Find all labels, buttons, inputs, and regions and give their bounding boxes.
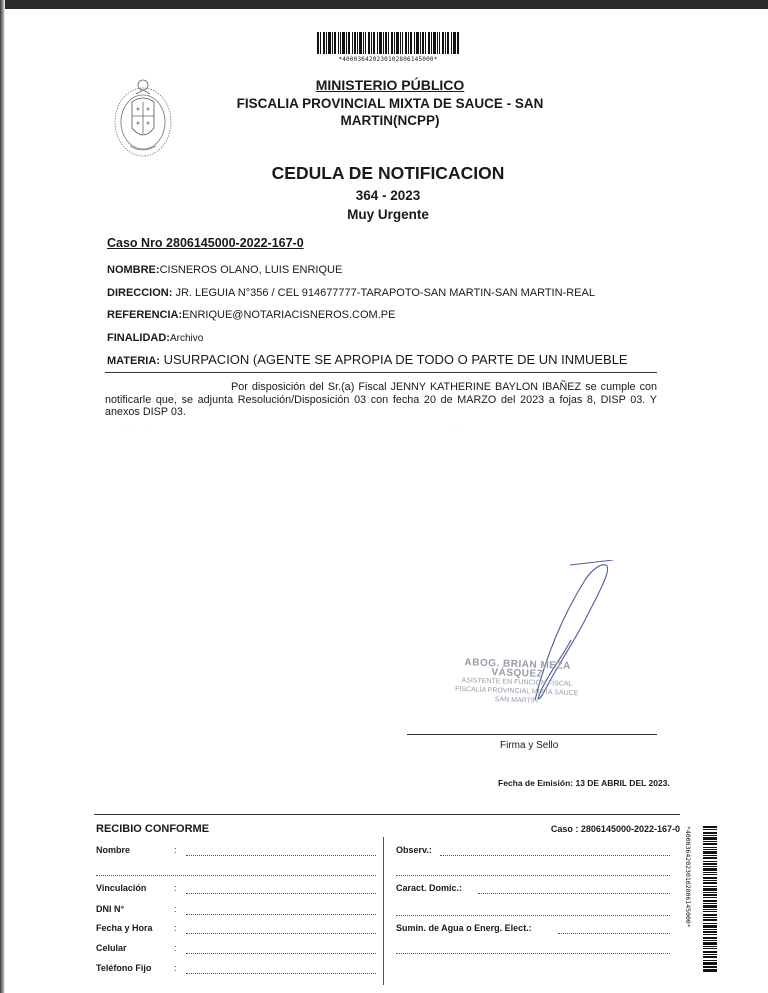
official-stamp — [441, 657, 592, 707]
stamp-line-3: FISCALÍA PROVINCIAL MIXTA SAUCE — [454, 685, 579, 698]
receipt-field-caract-domic — [396, 883, 462, 893]
barcode-top-code: *400036420230102806145000* — [338, 56, 438, 63]
receipt-field-label: Teléfono Fijo — [96, 963, 152, 973]
receipt-field-suministro — [396, 923, 532, 933]
header — [210, 77, 570, 129]
receipt-field-label: Vinculación — [96, 883, 147, 893]
scan-edge-top — [0, 0, 768, 9]
receipt-field-telefono-fijo-input[interactable] — [186, 973, 376, 974]
receipt-field-label: Fecha y Hora — [96, 923, 153, 933]
urgency-label: Muy Urgente — [347, 207, 429, 222]
receipt-field-dni-input[interactable] — [186, 914, 376, 915]
field-finalidad — [107, 332, 203, 344]
receipt-section — [94, 814, 680, 985]
receipt-field-celular — [96, 943, 127, 953]
receipt-field-vinculacion-input[interactable] — [186, 893, 376, 894]
stamp-line-4: SAN MARTÍN — [494, 696, 538, 705]
receipt-field-telefono-fijo — [96, 963, 151, 973]
receipt-field-label: Caract. Domic.: — [396, 883, 463, 893]
receipt-field-observ-input[interactable] — [440, 855, 670, 856]
notice-text: Por disposición del Sr.(a) Fiscal JENNY KATHERINE BAYLON IBAÑEZ se cumple con notificarle que, se adjunta Resolución/Disposición 03 con fecha 20 de MARZO del 2023 a fojas 8, DISP 03. Y anexos DISP 03. — [105, 381, 657, 418]
field-finalidad-value: Archivo — [169, 333, 204, 344]
receipt-field-colon: : — [174, 943, 177, 953]
barcode-side-code: *400036420230102806145000* — [684, 826, 692, 928]
field-direccion-label: DIRECCION: — [107, 287, 173, 299]
receipt-field-dni — [96, 904, 124, 914]
document-title-block — [228, 162, 548, 224]
receipt-field-suministro-input[interactable] — [558, 933, 670, 934]
fiscalia-title: FISCALIA PROVINCIAL MIXTA DE SAUCE - SAN MARTIN(NCPP) — [236, 96, 544, 128]
signature-line — [407, 734, 657, 735]
receipt-field-fecha-hora-input[interactable] — [186, 933, 376, 934]
receipt-field-label: Sumin. de Agua o Energ. Elect.: — [396, 923, 532, 933]
receipt-field-colon: : — [174, 845, 177, 855]
stamp-line-2: ASISTENTE EN FUNCIÓN FISCAL — [461, 677, 573, 688]
receipt-field-observ-input-2[interactable] — [396, 875, 670, 876]
receipt-column-divider — [383, 837, 384, 985]
receipt-field-observ — [396, 845, 432, 855]
field-direccion-value: JR. LEGUIA N°356 / CEL 914677777-TARAPOTO-SAN MARTIN-SAN MARTIN-REAL — [175, 287, 595, 299]
receipt-field-colon: : — [174, 883, 177, 893]
receipt-field-label: DNI N° — [96, 904, 125, 914]
receipt-field-celular-input[interactable] — [186, 953, 376, 954]
receipt-field-label: Observ.: — [396, 845, 432, 855]
field-referencia-value: ENRIQUE@NOTARIACISNEROS.COM.PE — [182, 309, 396, 321]
receipt-field-colon: : — [174, 963, 177, 973]
field-referencia — [107, 309, 395, 321]
ministerio-title: MINISTERIO PÚBLICO — [315, 77, 465, 93]
receipt-field-caract-domic-input[interactable] — [478, 893, 670, 894]
stamp-name: ABOG. BRIAN MEZA VÁSQUEZ — [464, 657, 571, 680]
receipt-field-vinculacion — [96, 883, 146, 893]
receipt-field-nombre-input-2[interactable] — [96, 875, 376, 876]
field-referencia-label: REFERENCIA: — [107, 309, 183, 321]
field-direccion — [107, 287, 595, 299]
signature-label: Firma y Sello — [500, 740, 559, 751]
document-number: 364 - 2023 — [355, 188, 421, 203]
issue-date: Fecha de Emisión: 13 DE ABRIL DEL 2023. — [498, 778, 670, 788]
receipt-field-caract-domic-input-2[interactable] — [396, 915, 670, 916]
receipt-field-suministro-input-2[interactable] — [396, 953, 670, 954]
barcode-side-icon — [703, 826, 717, 972]
receipt-field-colon: : — [174, 904, 177, 914]
receipt-field-nombre-input[interactable] — [186, 855, 376, 856]
scan-edge-left — [0, 0, 5, 993]
field-materia-value: USURPACION (AGENTE SE APROPIA DE TODO O PARTE DE UN INMUEBLE — [163, 352, 628, 367]
materia-divider — [105, 372, 657, 373]
notice-paragraph — [105, 381, 657, 419]
scan-specks: · · — [450, 428, 468, 434]
field-nombre — [107, 264, 342, 276]
receipt-title: RECIBIO CONFORME — [96, 823, 210, 835]
field-materia — [107, 352, 628, 367]
coat-of-arms-seal-icon — [108, 72, 178, 164]
case-number: Caso Nro 2806145000-2022-167-0 — [107, 236, 304, 250]
receipt-case-number: Caso : 2806145000-2022-167-0 — [550, 824, 680, 834]
receipt-field-nombre — [96, 845, 130, 855]
receipt-field-label: Celular — [96, 943, 127, 953]
scan-specks: · · · — [120, 428, 150, 434]
receipt-field-fecha-hora — [96, 923, 153, 933]
field-nombre-value: CISNEROS OLANO, LUIS ENRIQUE — [159, 264, 343, 276]
receipt-field-colon: : — [174, 923, 177, 933]
receipt-field-label: Nombre — [96, 845, 131, 855]
barcode-top-icon — [317, 32, 459, 54]
field-finalidad-label: FINALIDAD: — [107, 332, 170, 344]
field-materia-label: MATERIA: — [107, 355, 160, 367]
document-title: CEDULA DE NOTIFICACION — [271, 163, 505, 183]
field-nombre-label: NOMBRE: — [107, 264, 160, 276]
